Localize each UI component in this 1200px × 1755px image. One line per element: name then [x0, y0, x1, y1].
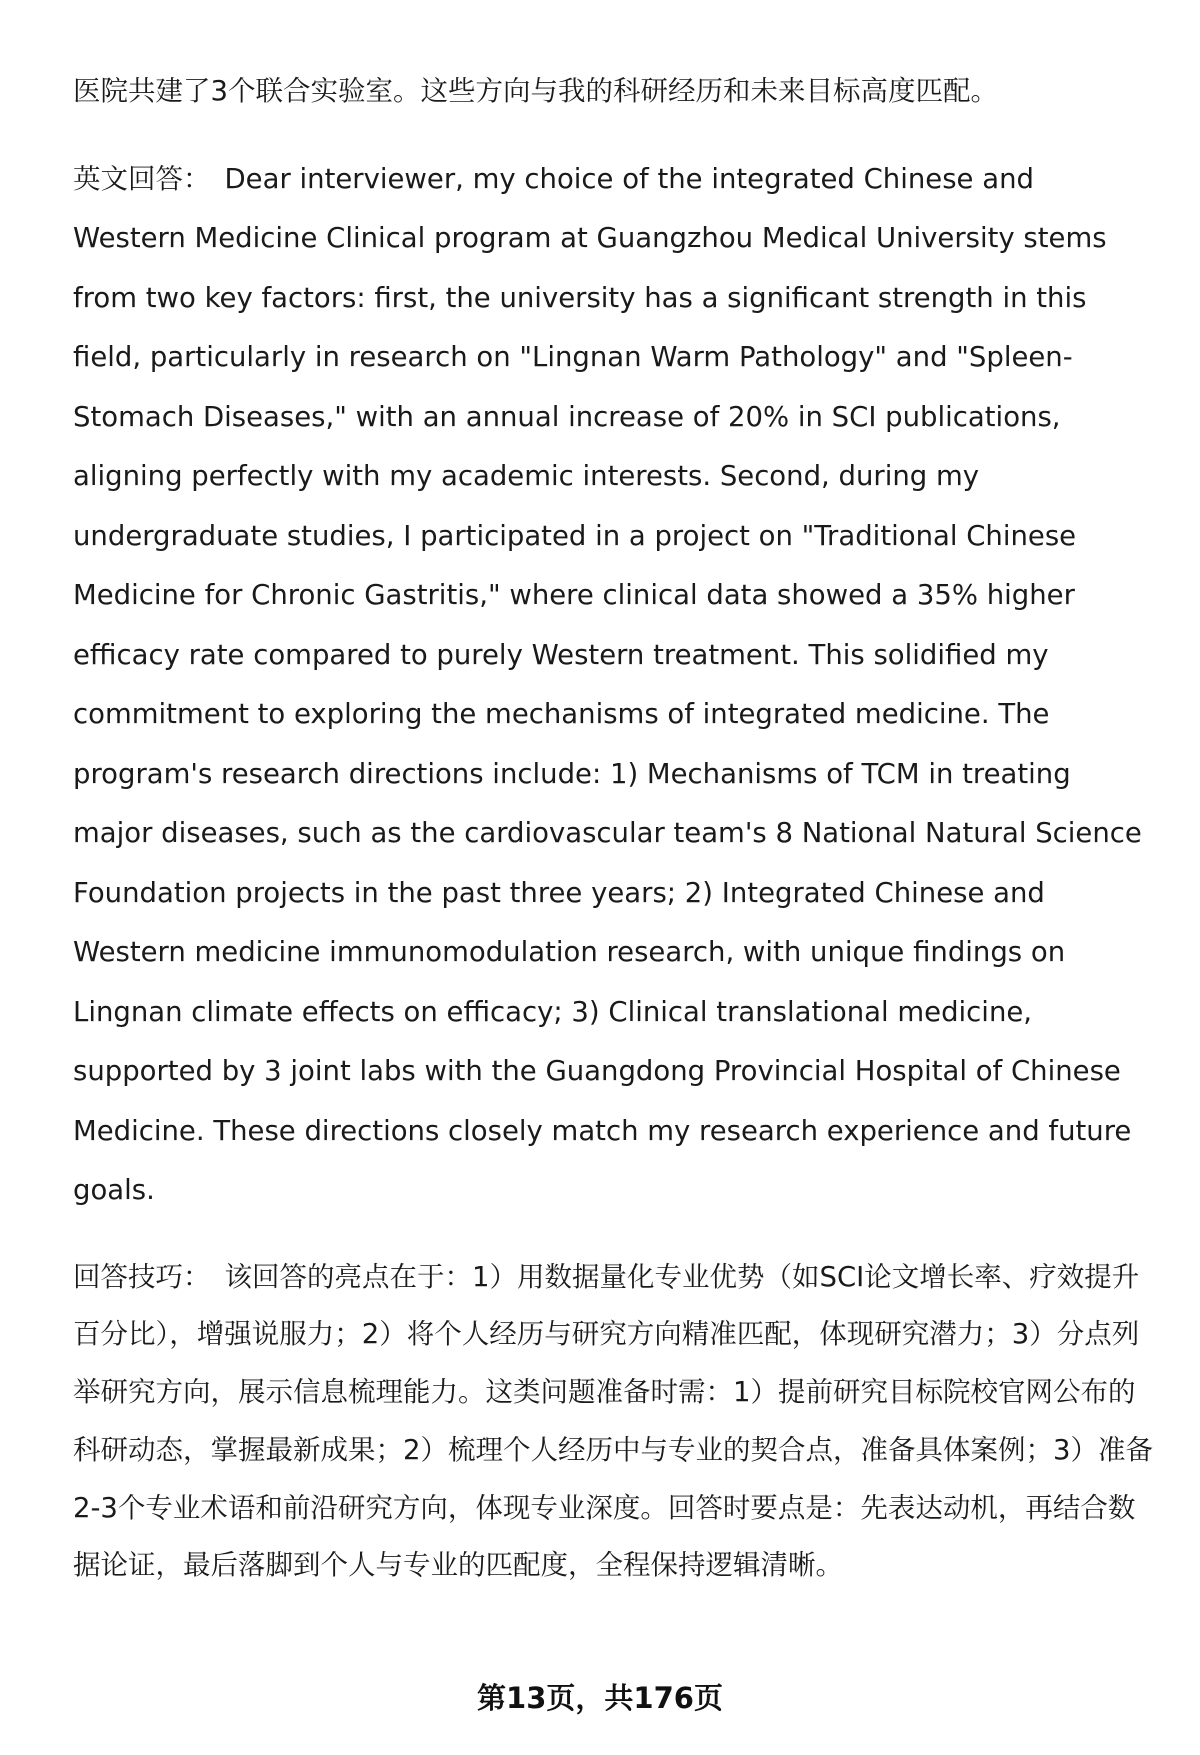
paragraph-intro-tail: 医院共建了3个联合实验室。这些方向与我的科研经历和未来目标高度匹配。 [73, 75, 998, 107]
paragraph-answer-tips [73, 1249, 1155, 1596]
page-number: 第13页，共176页 [477, 1681, 723, 1715]
document-body [73, 62, 1155, 1595]
english-answer-text: Dear interviewer, my choice of the integrated Chinese and Western Medicine Clinical program at Guangzhou Medical University stems from two key factors: first, the university has a significant strength in this field, particularly in research on "Lingnan Warm Pathology" and "Spleen-Stomach Diseases," with an annual increase of 20% in SCI publications, aligning perfectly with my academic interests. Second, during my undergraduate studies, I participated in a project on "Traditional Chinese Medicine for Chronic Gastritis," where clinical data showed a 35% higher efficacy rate compared to purely Western treatment. This solidified my commitment to exploring the mechanisms of integrated medicine. The program's research directions include: 1) Mechanisms of TCM in treating major diseases, such as the cardiovascular team's 8 National Natural Science Foundation projects in the past three years; 2) Integrated Chinese and Western medicine immunomodulation research, with unique findings on Lingnan climate effects on efficacy; 3) Clinical translational medicine, supported by 3 joint labs with the Guangdong Provincial Hospital of Chinese Medicine. These directions closely match my research experience and future goals. [73, 162, 1142, 1206]
answer-tips-label: 回答技巧： [73, 1260, 211, 1293]
paragraph-english-answer [73, 150, 1155, 1221]
english-answer-label: 英文回答： [73, 162, 211, 195]
answer-tips-text: 该回答的亮点在于：1）用数据量化专业优势（如SCI论文增长率、疗效提升百分比），增强说服力；2）将个人经历与研究方向精准匹配，体现研究潜力；3）分点列举研究方向，展示信息梳理能力。这类问题准备时需：1）提前研究目标院校官网公布的科研动态，掌握最新成果；2）梳理个人经历中与专业的契合点，准备具体案例；3）准备2-3个专业术语和前沿研究方向，体现专业深度。回答时要点是：先表达动机，再结合数据论证，最后落脚到个人与专业的匹配度，全程保持逻辑清晰。 [73, 1260, 1153, 1582]
